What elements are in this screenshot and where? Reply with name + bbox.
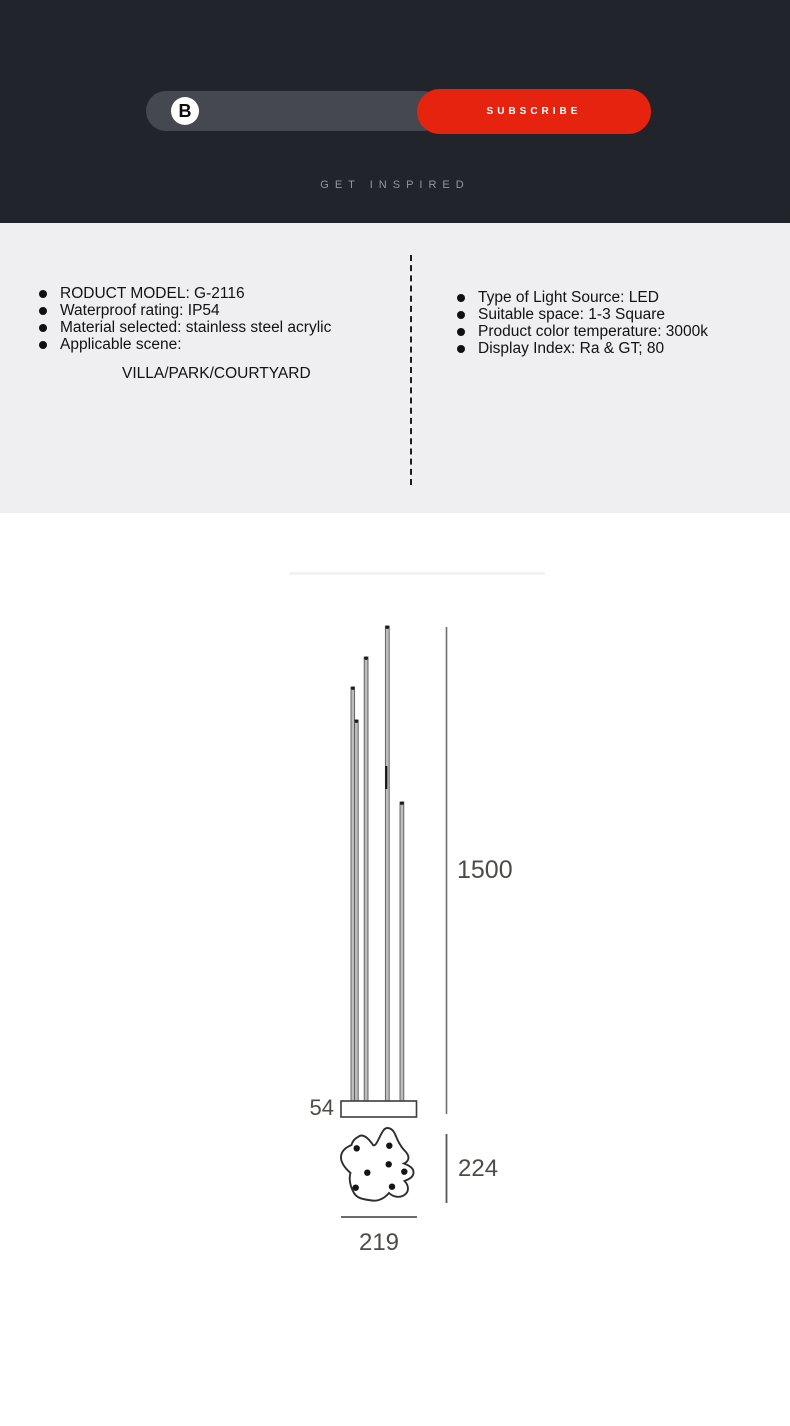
subscribe-bar: [146, 91, 443, 131]
email-input[interactable]: [208, 91, 428, 131]
column-divider: [410, 255, 412, 485]
base-height-label: 54: [309, 1095, 334, 1120]
rod-joint: [385, 766, 387, 789]
spec-label: Type of Light Source: LED: [478, 289, 659, 306]
bullet-icon: [457, 345, 465, 353]
width-dimension-label: 219: [358, 1229, 400, 1256]
bullet-icon: [457, 311, 465, 319]
spec-item-display-index: [450, 340, 708, 357]
spec-item-temperature: [450, 323, 708, 340]
base-plate: [341, 1101, 417, 1117]
bullet-icon: [457, 328, 465, 336]
spec-label: RODUCT MODEL: G-2116: [60, 285, 245, 302]
spec-label: Applicable scene:: [60, 336, 182, 353]
spec-list-left: [32, 285, 331, 382]
bullet-icon: [39, 324, 47, 332]
base-top-view-outline: [341, 1128, 414, 1201]
dimension-diagram-section: [0, 513, 790, 1426]
spec-item-waterproof: [32, 302, 331, 319]
newsletter-header: [0, 0, 790, 223]
tagline: GET INSPIRED: [320, 179, 470, 191]
spec-item-space: [450, 306, 708, 323]
bullet-icon: [39, 290, 47, 298]
spec-item-light-source: [450, 289, 708, 306]
spec-sublabel: VILLA/PARK/COURTYARD: [122, 365, 311, 382]
spec-label: Product color temperature: 3000k: [478, 323, 709, 340]
spec-label: Display Index: Ra & GT; 80: [478, 340, 665, 357]
spec-label: Material selected: stainless steel acrylic: [60, 319, 332, 336]
rod-caps: [351, 626, 404, 805]
lamp-dimension-drawing: [0, 513, 790, 1426]
spec-label: Waterproof rating: IP54: [60, 302, 220, 319]
spec-list-right: [450, 289, 708, 357]
lamp-rods: [351, 626, 404, 1101]
shadow-line: [289, 572, 545, 575]
spec-item-scene: [32, 336, 331, 382]
spec-item-model: [32, 285, 331, 302]
brand-logo-icon: B: [171, 97, 199, 125]
height-dimension-label: 1500: [457, 856, 513, 884]
subscribe-button[interactable]: SUBSCRIBE: [417, 89, 651, 134]
specs-section: [0, 223, 790, 513]
bullet-icon: [457, 294, 465, 302]
bullet-icon: [39, 341, 47, 349]
depth-dimension-label: 224: [458, 1155, 499, 1182]
spec-item-material: [32, 319, 331, 336]
bullet-icon: [39, 307, 47, 315]
spec-label: Suitable space: 1-3 Square: [478, 306, 665, 323]
